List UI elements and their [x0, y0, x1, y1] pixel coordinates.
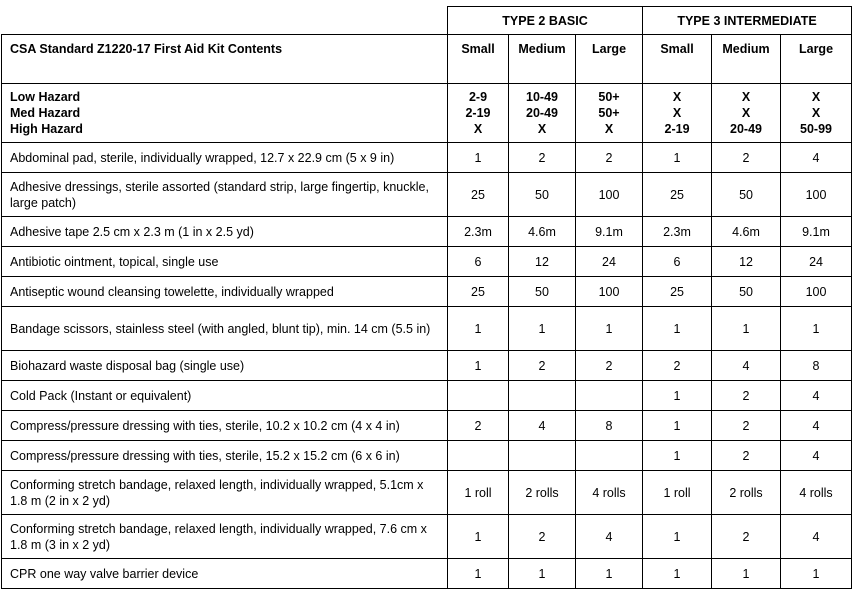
size-header: Large: [576, 35, 643, 84]
quantity-cell: 2: [448, 411, 509, 441]
quantity-cell: 1: [448, 307, 509, 351]
item-description: Conforming stretch bandage, relaxed length, individually wrapped, 7.6 cm x 1.8 m (3 in x 2 yd): [2, 515, 448, 559]
size-header: Large: [781, 35, 852, 84]
blank-corner-cell: [2, 7, 448, 35]
quantity-cell: 24: [576, 247, 643, 277]
quantity-cell: 50: [712, 173, 781, 217]
item-description: Adhesive dressings, sterile assorted (standard strip, large fingertip, knuckle, large patch): [2, 173, 448, 217]
hazard-value: X: [811, 90, 821, 104]
quantity-cell: 1: [643, 441, 712, 471]
quantity-cell: 50: [509, 173, 576, 217]
type2-group-header: TYPE 2 BASIC: [448, 7, 643, 35]
quantity-cell: 1: [643, 307, 712, 351]
item-description: Antiseptic wound cleansing towelette, individually wrapped: [2, 277, 448, 307]
hazard-value: X: [741, 106, 751, 120]
quantity-cell: 1: [712, 307, 781, 351]
item-description: Cold Pack (Instant or equivalent): [2, 381, 448, 411]
quantity-cell: 1: [448, 143, 509, 173]
hazard-value: 20-49: [526, 106, 558, 120]
quantity-cell: 2 rolls: [712, 471, 781, 515]
quantity-cell: 1: [448, 351, 509, 381]
table-row: [2, 515, 852, 559]
quantity-cell: 2.3m: [448, 217, 509, 247]
quantity-cell: 6: [448, 247, 509, 277]
item-description: Bandage scissors, stainless steel (with angled, blunt tip), min. 14 cm (5.5 in): [2, 307, 448, 351]
size-header-row: [2, 35, 852, 84]
quantity-cell: 1: [448, 559, 509, 589]
hazard-value-cell: [509, 84, 576, 143]
quantity-cell: 50: [712, 277, 781, 307]
hazard-value-cell: [712, 84, 781, 143]
hazard-value-cell: [643, 84, 712, 143]
item-description: Conforming stretch bandage, relaxed length, individually wrapped, 5.1cm x 1.8 m (2 in x 2 yd): [2, 471, 448, 515]
size-header: Medium: [509, 35, 576, 84]
type3-group-header: TYPE 3 INTERMEDIATE: [643, 7, 852, 35]
quantity-cell: 4: [781, 143, 852, 173]
quantity-cell: [448, 441, 509, 471]
quantity-cell: 1: [643, 411, 712, 441]
quantity-cell: 2: [509, 515, 576, 559]
quantity-cell: 1: [643, 559, 712, 589]
hazard-value: 2-9: [468, 90, 488, 104]
item-description: Antibiotic ointment, topical, single use: [2, 247, 448, 277]
table-row: [2, 559, 852, 589]
hazard-value: X: [811, 106, 821, 120]
size-header: Small: [643, 35, 712, 84]
quantity-cell: 4: [781, 515, 852, 559]
quantity-cell: 2: [712, 143, 781, 173]
hazard-value: 10-49: [526, 90, 558, 104]
quantity-cell: 4: [781, 411, 852, 441]
quantity-cell: 8: [781, 351, 852, 381]
hazard-value: X: [473, 122, 483, 136]
quantity-cell: 2: [576, 351, 643, 381]
quantity-cell: 12: [509, 247, 576, 277]
quantity-cell: 50: [509, 277, 576, 307]
table-row: [2, 471, 852, 515]
hazard-value-cell: [781, 84, 852, 143]
item-description: CPR one way valve barrier device: [2, 559, 448, 589]
quantity-cell: 25: [448, 277, 509, 307]
quantity-cell: 2 rolls: [509, 471, 576, 515]
hazard-value: X: [672, 90, 682, 104]
quantity-cell: 9.1m: [781, 217, 852, 247]
table-row: [2, 277, 852, 307]
table-row: [2, 217, 852, 247]
table-row: [2, 173, 852, 217]
quantity-cell: [576, 381, 643, 411]
quantity-cell: 9.1m: [576, 217, 643, 247]
quantity-cell: 2: [712, 381, 781, 411]
hazard-value: 2-19: [465, 106, 491, 120]
quantity-cell: 24: [781, 247, 852, 277]
quantity-cell: 100: [781, 173, 852, 217]
hazard-label: High Hazard: [10, 122, 83, 136]
quantity-cell: 1: [781, 307, 852, 351]
table-row: [2, 351, 852, 381]
table-title: CSA Standard Z1220-17 First Aid Kit Contents: [2, 35, 448, 84]
hazard-value: 50-99: [800, 122, 832, 136]
table-row: [2, 307, 852, 351]
first-aid-kit-table: [1, 6, 852, 589]
table-row: [2, 411, 852, 441]
quantity-cell: 1: [576, 307, 643, 351]
quantity-cell: 12: [712, 247, 781, 277]
item-description: Adhesive tape 2.5 cm x 2.3 m (1 in x 2.5 yd): [2, 217, 448, 247]
quantity-cell: 2: [712, 515, 781, 559]
hazard-value-cell: [448, 84, 509, 143]
hazard-label: Med Hazard: [10, 106, 81, 120]
quantity-cell: 4.6m: [712, 217, 781, 247]
item-description: Biohazard waste disposal bag (single use): [2, 351, 448, 381]
quantity-cell: 8: [576, 411, 643, 441]
quantity-cell: 1 roll: [448, 471, 509, 515]
quantity-cell: 1: [643, 143, 712, 173]
item-description: Abdominal pad, sterile, individually wrapped, 12.7 x 22.9 cm (5 x 9 in): [2, 143, 448, 173]
quantity-cell: 100: [576, 277, 643, 307]
table-row: [2, 381, 852, 411]
quantity-cell: 4: [781, 381, 852, 411]
hazard-value: 20-49: [730, 122, 762, 136]
quantity-cell: 2.3m: [643, 217, 712, 247]
hazard-value: 50+: [598, 106, 620, 120]
quantity-cell: 4: [509, 411, 576, 441]
quantity-cell: [509, 381, 576, 411]
quantity-cell: 1: [509, 307, 576, 351]
quantity-cell: 1: [509, 559, 576, 589]
quantity-cell: 25: [643, 173, 712, 217]
quantity-cell: 1: [643, 381, 712, 411]
size-header: Medium: [712, 35, 781, 84]
quantity-cell: 2: [509, 143, 576, 173]
hazard-value: X: [672, 106, 682, 120]
quantity-cell: 25: [643, 277, 712, 307]
quantity-cell: 4: [712, 351, 781, 381]
quantity-cell: 4.6m: [509, 217, 576, 247]
size-header: Small: [448, 35, 509, 84]
quantity-cell: 2: [509, 351, 576, 381]
hazard-value: 2-19: [664, 122, 690, 136]
quantity-cell: 2: [643, 351, 712, 381]
quantity-cell: 2: [576, 143, 643, 173]
quantity-cell: 100: [781, 277, 852, 307]
quantity-cell: 1: [448, 515, 509, 559]
quantity-cell: [509, 441, 576, 471]
quantity-cell: [576, 441, 643, 471]
quantity-cell: 1 roll: [643, 471, 712, 515]
hazard-value-cell: [576, 84, 643, 143]
quantity-cell: 2: [712, 411, 781, 441]
hazard-value: 50+: [598, 90, 620, 104]
item-description: Compress/pressure dressing with ties, sterile, 10.2 x 10.2 cm (4 x 4 in): [2, 411, 448, 441]
quantity-cell: 6: [643, 247, 712, 277]
hazard-value: X: [741, 90, 751, 104]
quantity-cell: 1: [643, 515, 712, 559]
quantity-cell: 4 rolls: [781, 471, 852, 515]
quantity-cell: 100: [576, 173, 643, 217]
quantity-cell: 1: [781, 559, 852, 589]
table-row: [2, 143, 852, 173]
quantity-cell: 25: [448, 173, 509, 217]
quantity-cell: [448, 381, 509, 411]
quantity-cell: 4: [781, 441, 852, 471]
hazard-row: [2, 84, 852, 143]
quantity-cell: 1: [712, 559, 781, 589]
quantity-cell: 4 rolls: [576, 471, 643, 515]
group-header-row: [2, 7, 852, 35]
quantity-cell: 4: [576, 515, 643, 559]
hazard-label: Low Hazard: [10, 90, 81, 104]
quantity-cell: 1: [576, 559, 643, 589]
quantity-cell: 2: [712, 441, 781, 471]
hazard-value: X: [604, 122, 614, 136]
table-row: [2, 247, 852, 277]
table-row: [2, 441, 852, 471]
hazard-value: X: [537, 122, 547, 136]
item-description: Compress/pressure dressing with ties, sterile, 15.2 x 15.2 cm (6 x 6 in): [2, 441, 448, 471]
hazard-labels-cell: [2, 84, 448, 143]
